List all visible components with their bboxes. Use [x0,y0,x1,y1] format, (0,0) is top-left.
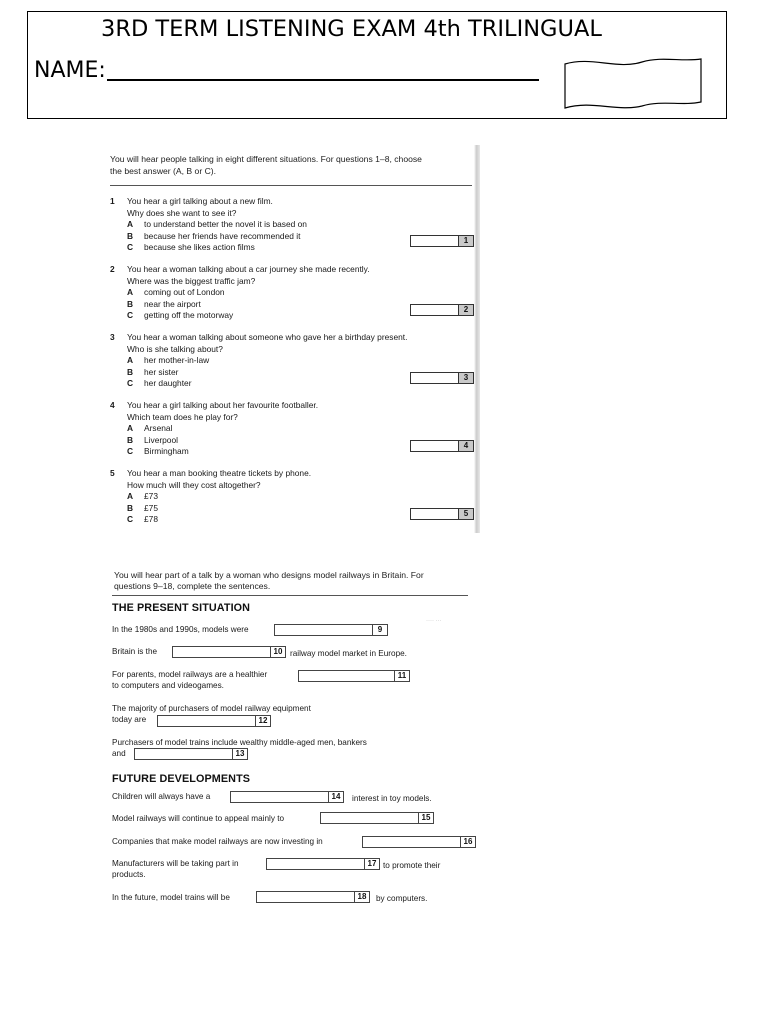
section-title-present: THE PRESENT SITUATION [112,602,251,614]
sentence-13-text: and [112,749,126,758]
scan-artifact: ···· ··· [426,618,442,624]
option-a[interactable]: A her mother-in-law [127,355,210,365]
sentence-17-line2: products. [112,870,146,879]
flag-shape-icon [562,56,704,112]
multiple-choice-section [100,145,480,533]
option-a[interactable]: A Arsenal [127,423,173,433]
sentence-11-text: For parents, model railways are a healthier [112,670,268,679]
option-a[interactable]: A to understand better the novel it is based on [127,219,307,229]
gap-18[interactable]: 18 [256,891,370,903]
option-c[interactable]: C because she likes action films [127,242,255,252]
sentence-15-text: Model railways will continue to appeal mainly to [112,814,285,823]
sentence-18-text: In the future, model trains will be [112,893,230,902]
question-subprompt: Which team does he play for? [127,411,238,422]
answer-box-2[interactable]: 2 [410,304,474,316]
question-subprompt: How much will they cost altogether? [127,479,261,490]
question-prompt: You hear a man booking theatre tickets by phone. [127,468,312,478]
sentence-completion-section [100,560,490,910]
section-title-future: FUTURE DEVELOPMENTS [112,773,251,785]
question-prompt: You hear a woman talking about a car journey she made recently. [127,264,370,274]
sentence-12-line1: The majority of purchasers of model railway equipment [112,704,311,713]
option-c[interactable]: C Birmingham [127,446,189,456]
gap-17[interactable]: 17 [266,858,380,870]
part1-instruction-2: the best answer (A, B or C). [110,166,217,176]
question-subprompt: Why does she want to see it? [127,207,237,218]
scan-edge-shadow [474,145,480,533]
option-c[interactable]: C £78 [127,514,158,524]
question-number: 1 [110,196,115,206]
option-c[interactable]: C her daughter [127,378,192,388]
option-a[interactable]: A £73 [127,491,158,501]
question-number: 3 [110,332,115,342]
option-b[interactable]: B £75 [127,502,158,513]
exam-title: 3RD TERM LISTENING EXAM 4th TRILINGUAL [101,16,602,42]
option-b[interactable]: B near the airport [127,298,201,309]
answer-box-5[interactable]: 5 [410,508,474,520]
exam-header [27,11,727,119]
sentence-14-text: Children will always have a [112,792,211,801]
option-c[interactable]: C getting off the motorway [127,310,234,320]
answer-box-3[interactable]: 3 [410,372,474,384]
gap-10[interactable]: 10 [172,646,286,658]
sentence-11-line2: to computers and videogames. [112,681,224,690]
gap-15[interactable]: 15 [320,812,434,824]
part1-instruction-1: You will hear people talking in eight different situations. For questions 1–8, choose [110,154,422,164]
option-b[interactable]: B her sister [127,366,179,377]
part2-instruction-1: You will hear part of a talk by a woman who designs model railways in Britain. For [114,570,424,580]
gap-14[interactable]: 14 [230,791,344,803]
question-prompt: You hear a woman talking about someone who gave her a birthday present. [127,332,408,342]
sentence-10-after: railway model market in Europe. [290,649,407,658]
gap-12[interactable]: 12 [157,715,271,727]
answer-box-4[interactable]: 4 [410,440,474,452]
gap-13[interactable]: 13 [134,748,248,760]
option-a[interactable]: A coming out of London [127,287,225,297]
part1-divider [110,185,472,186]
gap-9[interactable]: 9 [274,624,388,636]
question-subprompt: Where was the biggest traffic jam? [127,275,256,286]
answer-box-1[interactable]: 1 [410,235,474,247]
question-number: 4 [110,400,115,410]
question-prompt: You hear a girl talking about her favourite footballer. [127,400,319,410]
sentence-17-text: Manufacturers will be taking part in [112,859,239,868]
name-label: NAME: [34,58,106,83]
part2-instruction-2: questions 9–18, complete the sentences. [114,581,271,591]
sentence-13-line1: Purchasers of model trains include wealthy middle-aged men, bankers [112,738,367,747]
question-number: 2 [110,264,115,274]
sentence-14-after: interest in toy models. [352,794,432,803]
question-number: 5 [110,468,115,478]
part2-divider [112,595,468,596]
sentence-16-text: Companies that make model railways are now investing in [112,837,323,846]
option-b[interactable]: B Liverpool [127,434,178,445]
sentence-10-text: Britain is the [112,647,158,656]
gap-16[interactable]: 16 [362,836,476,848]
question-prompt: You hear a girl talking about a new film. [127,196,273,206]
name-entry-line[interactable] [107,79,539,81]
sentence-18-after: by computers. [376,894,428,903]
sentence-9-text: In the 1980s and 1990s, models were [112,625,249,634]
gap-11[interactable]: 11 [298,670,410,682]
sentence-12-text: today are [112,715,147,724]
option-b[interactable]: B because her friends have recommended it [127,230,301,241]
question-subprompt: Who is she talking about? [127,343,223,354]
sentence-17-after: to promote their [383,861,441,870]
